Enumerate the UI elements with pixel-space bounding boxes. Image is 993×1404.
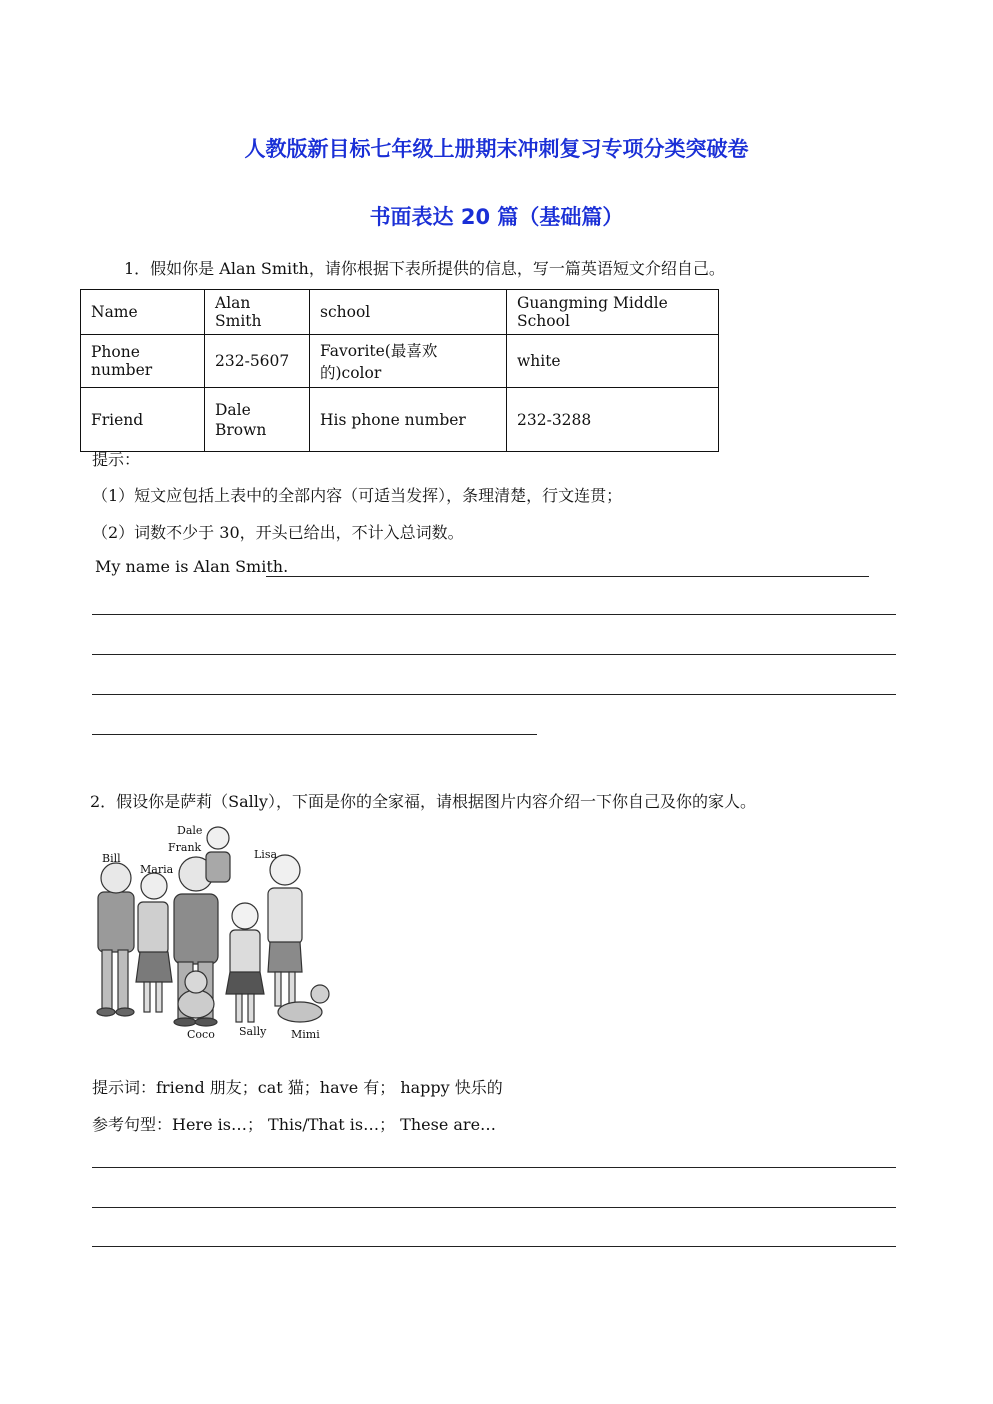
table-cell: 232-3288 — [507, 388, 719, 452]
answer-line[interactable] — [92, 654, 896, 655]
q1-starter: My name is Alan Smith. — [95, 557, 289, 576]
family-name-label: Bill — [102, 852, 121, 865]
q2-prompt: 2．假设你是萨莉（Sally），下面是你的全家福，请根据图片内容介绍一下你自己及你的家人。 — [90, 792, 756, 811]
table-cell: 232-5607 — [205, 335, 310, 388]
q2-sentence-patterns: 参考句型：Here is…； This/That is…； These are… — [92, 1115, 497, 1134]
answer-line[interactable] — [92, 694, 896, 695]
q2-hint-words: 提示词：friend 朋友；cat 猫；have 有； happy 快乐的 — [92, 1078, 503, 1097]
table-cell: Dale Brown — [205, 388, 310, 452]
table-cell: Alan Smith — [205, 290, 310, 335]
q1-prompt: 1．假如你是 Alan Smith，请你根据下表所提供的信息，写一篇英语短文介绍自己。 — [124, 259, 725, 278]
table-row — [81, 335, 719, 388]
table-cell: Guangming Middle School — [507, 290, 719, 335]
answer-line[interactable] — [92, 734, 537, 735]
table-row — [81, 290, 719, 335]
family-name-label: Mimi — [291, 1028, 320, 1041]
family-name-label: Sally — [239, 1025, 267, 1038]
answer-line[interactable] — [92, 614, 896, 615]
table-cell: Friend — [81, 388, 205, 452]
page-subtitle: 书面表达 20 篇（基础篇） — [369, 205, 624, 229]
table-cell: Name — [81, 290, 205, 335]
hint-label: 提示： — [92, 450, 141, 469]
info-table — [80, 289, 719, 452]
table-cell: Favorite(最喜欢的)color — [310, 335, 507, 388]
family-picture — [88, 822, 338, 1044]
answer-line[interactable] — [92, 1246, 896, 1247]
table-cell: Phone number — [81, 335, 205, 388]
table-cell: white — [507, 335, 719, 388]
hint-2: （2）词数不少于 30，开头已给出，不计入总词数。 — [92, 523, 464, 542]
family-illustration-icon — [88, 822, 338, 1044]
table-cell: His phone number — [310, 388, 507, 452]
table-row — [81, 388, 719, 452]
family-name-label: Maria — [140, 863, 174, 876]
family-name-label: Lisa — [254, 848, 278, 861]
family-name-label: Coco — [187, 1028, 215, 1041]
answer-line[interactable] — [92, 1207, 896, 1208]
page-title: 人教版新目标七年级上册期末冲刺复习专项分类突破卷 — [244, 137, 749, 161]
answer-line[interactable] — [266, 576, 869, 577]
family-name-label: Dale — [177, 824, 203, 837]
family-name-label: Frank — [168, 841, 202, 854]
hint-1: （1）短文应包括上表中的全部内容（可适当发挥），条理清楚，行文连贯； — [92, 486, 623, 505]
answer-line[interactable] — [92, 1167, 896, 1168]
table-cell: school — [310, 290, 507, 335]
